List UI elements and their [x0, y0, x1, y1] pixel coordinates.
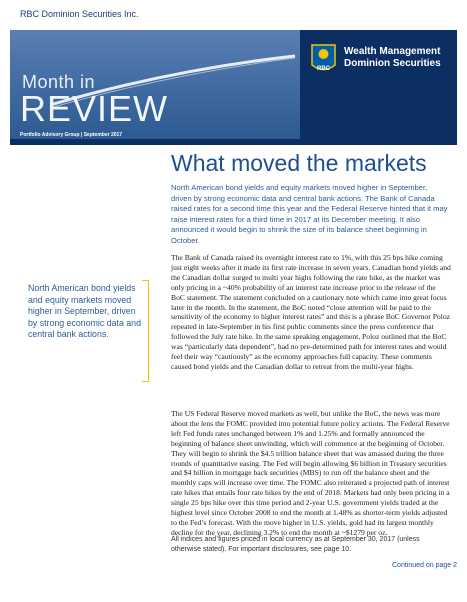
footnote: All indices and figures priced in local currency as at September 30, 2017 (unless otherwise stated). For important disclosures, see page 10. [171, 536, 420, 553]
pull-quote: North American bond yields and equity markets moved higher in September, driven by strong economic data and central bank actions. [28, 283, 141, 340]
pull-quote-bracket [142, 280, 149, 382]
group-date-line: Portfolio Advisory Group | September 2017 [20, 132, 123, 138]
brand-panel [300, 30, 457, 139]
article-headline: What moved the markets [171, 150, 427, 176]
continued-link[interactable]: Continued on page 2 [392, 562, 457, 569]
banner-bottom-strip [10, 139, 457, 145]
org-name: RBC Dominion Securities Inc. [20, 9, 139, 19]
header-banner [10, 30, 457, 139]
review-title: REVIEW [20, 88, 169, 129]
month-in-label: Month in [22, 72, 96, 92]
article-paragraph-2: The US Federal Reserve moved markets as well, but unlike the BoC, the news was more about the lens the FOMC provided into potential future policy actions. The Federal Reserve left Fed funds rates unchanged between 1% and 1.25% and formally announced the beginning of balance sheet unwinding, which will commence at the beginning of October. They will begin to shrink the $4.5 trillion balance sheet that was amassed during the three rounds of quantitative easing. The Fed will begin allowing $6 billion in Treasury securities and $4 billion in mortgage back securities (MBS) to run off the balance sheet and the monthly caps will increase over time. The FOMC also reiterated a projected path of interest rate hikes that entails four rate hikes by the end of 2018. Markets had only been pricing in a single 25 bps hike over this time period and 2-year U.S. government yields traded at the highest level since October 2008 to end the month at 1.48% as shorter-term yields adjusted to the Fed’s forecast. With the move higher in U.S. yields, gold had its largest monthly decline for the year, declining 3.2% to end the month at ~$1279 per oz. [171, 409, 450, 537]
rbc-lion-logo-icon [310, 43, 337, 75]
brand-line-1: Wealth Management [344, 46, 441, 57]
brand-name [344, 46, 441, 70]
article-paragraph-1: The Bank of Canada raised its overnight interest rate to 1%, with this 25 bps hike coming just eight weeks after it made its first rate increase in seven years. Canadian bond yields and the Canadian dollar surged to multi year highs following the rate hike, as the market was only pricing in a ~40% probability of an interest rate increase prior to the release of the BoC statement. The statement concluded on a cautionary note which came into great focus later in the month. In the statement, the BoC noted “close attention will be paid to the sensitivity of the economy to higher interest rates” and this is a phrase BoC Governor Poloz repeated in late-September in his first public comments since the press conference that followed the July rate hike. In the same speaking engagement, Poloz outlined that the BoC was “particularly data dependent”, had no pre-determined path for interest rates and would feel their way “cautiously” as the economy approaches full capacity. These comments caused bond yields and the Canadian dollar to retreat from the multi-year highs. [171, 253, 451, 371]
article-intro: North American bond yields and equity markets moved higher in September, driven by strong economic data and central bank actions. The Bank of Canada raised rates for a second time this year and the Federal Reserve hinted that it may raise interest rates for a third time in 2017 at its December meeting. It also announced it would begin to shrink the size of its balance sheet beginning in October. [171, 183, 448, 245]
logo-text: RBC [317, 66, 330, 72]
brand-line-2: Dominion Securities [344, 58, 441, 69]
